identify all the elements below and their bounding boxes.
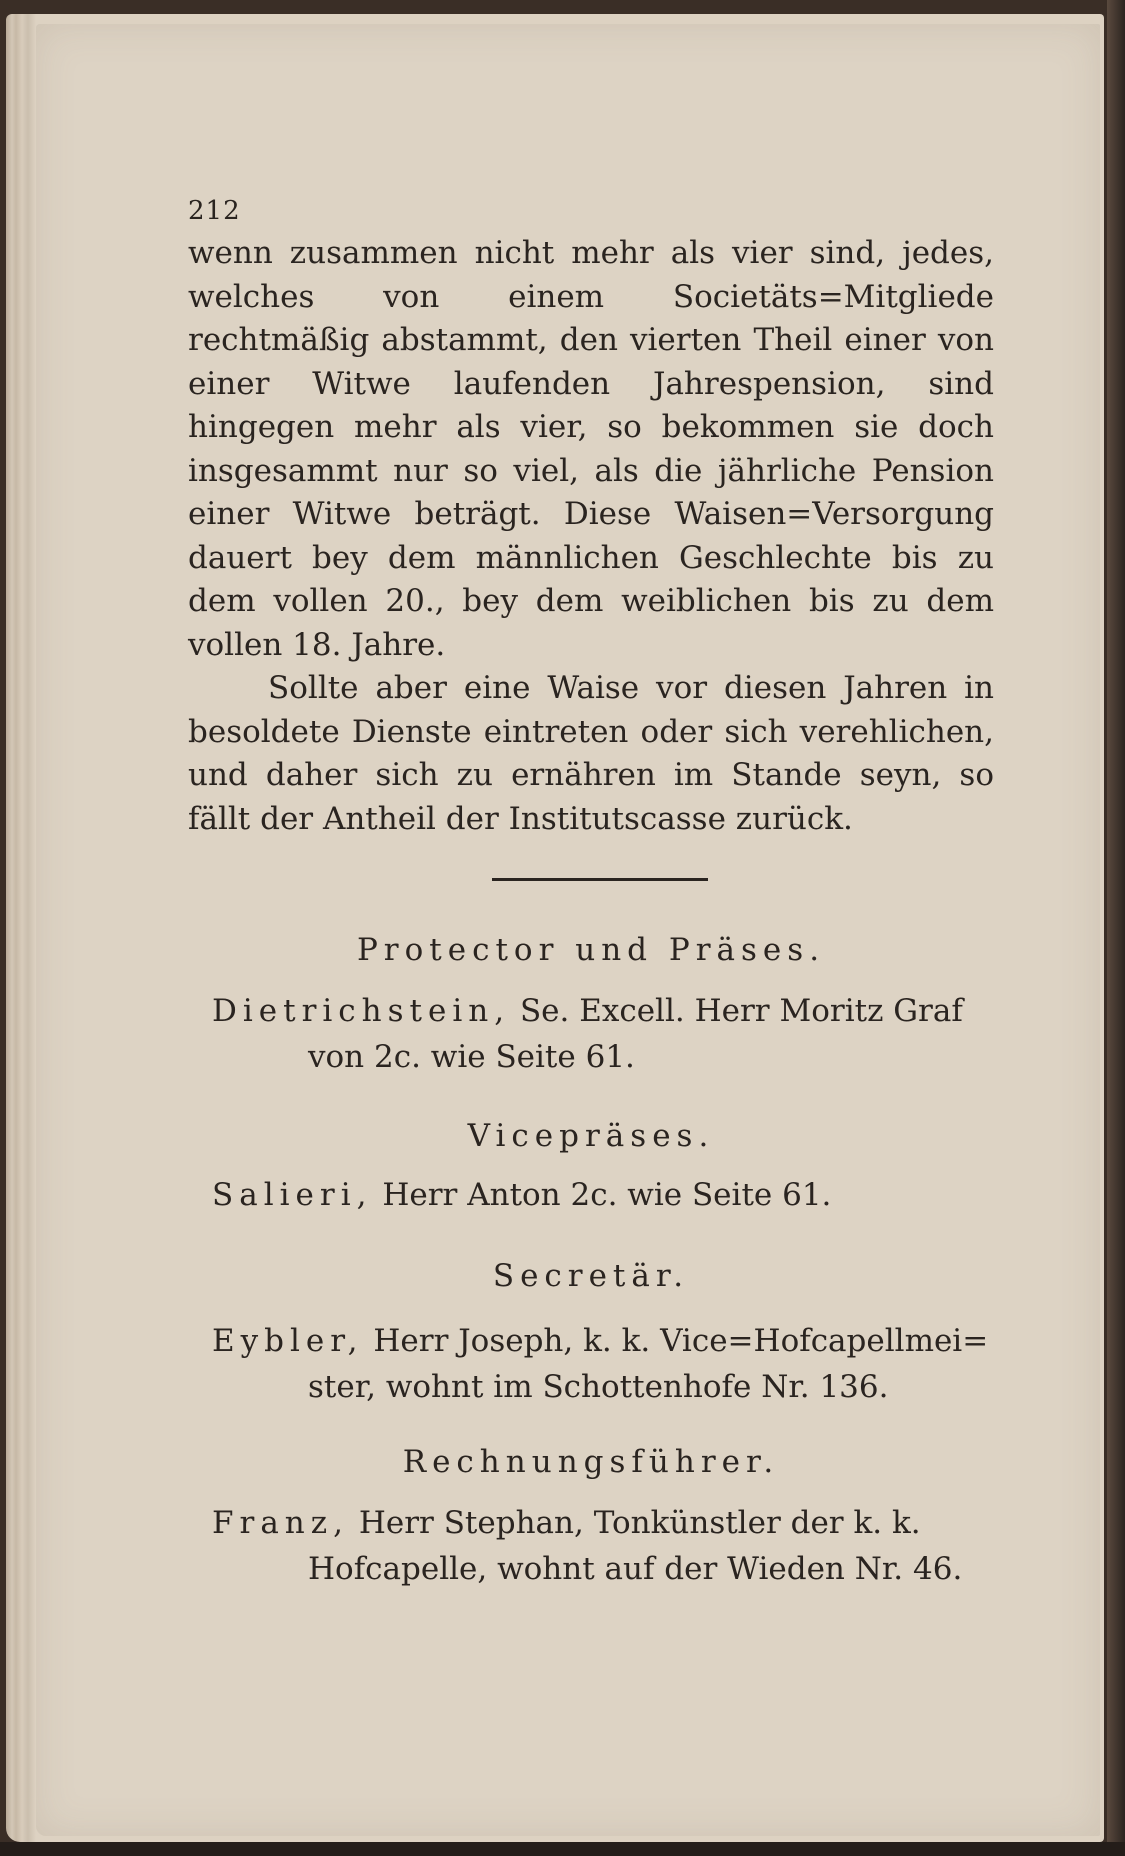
entry-text: Herr Stephan, Tonkünstler der k. k. (348, 1505, 921, 1541)
entry-secretaer (212, 1318, 1012, 1410)
section-heading-vicepraeses: Vicepräses. (467, 1118, 715, 1154)
section-heading-secretaer: Secretär. (492, 1258, 690, 1294)
section-heading-rechnungsfuehrer: Rechnungsführer. (402, 1444, 780, 1480)
entry-name: Dietrichstein, (212, 993, 511, 1029)
entry-continuation: Hofcapelle, wohnt auf der Wieden Nr. 46. (308, 1551, 963, 1587)
entry-vicepraeses (212, 1172, 1012, 1218)
entry-name: Salieri, (212, 1177, 373, 1213)
entry-protector (212, 988, 1012, 1080)
section-heading-protector: Protector und Präses. (356, 932, 826, 968)
entry-text: Herr Joseph, k. k. Vice=Hofcapellmei= (363, 1323, 989, 1359)
entry-name: Eybler, (212, 1323, 364, 1359)
bottom-edge (0, 1842, 1125, 1856)
entry-rechnungsfuehrer (212, 1500, 1012, 1592)
paragraph: wenn zusammen nicht mehr als vier sind, jedes, welches von einem Societäts=Mitgliede rechtmäßig abstammt, den vierten Theil einer von einer Witwe laufenden Jahrespension, sind hingegen mehr als vier, so bekommen sie doch insgesammt nur so viel, als die jährliche Pension einer Witwe beträgt. Diese Waisen=Versorgung dauert bey dem männlichen Geschlechte bis zu dem vollen 20., bey dem weiblichen bis zu dem vollen 18. Jahre. (188, 235, 994, 663)
binding-edge (1107, 0, 1125, 1856)
entry-text: Herr Anton 2c. wie Seite 61. (372, 1177, 832, 1213)
body-text (188, 232, 994, 841)
paragraph: Sollte aber eine Waise vor diesen Jahren in besoldete Dienste eintreten oder sich verehlichen, und daher sich zu ernähren im Stande seyn, so fällt der Antheil der Institutscasse zurück. (188, 670, 994, 837)
entry-text: Se. Excell. Herr Moritz Graf (510, 993, 963, 1029)
entry-continuation: ster, wohnt im Schottenhofe Nr. 136. (308, 1369, 889, 1405)
entry-name: Franz, (212, 1505, 349, 1541)
section-divider (492, 878, 708, 881)
entry-continuation: von 2c. wie Seite 61. (308, 1039, 635, 1075)
page-number: 212 (188, 196, 241, 226)
